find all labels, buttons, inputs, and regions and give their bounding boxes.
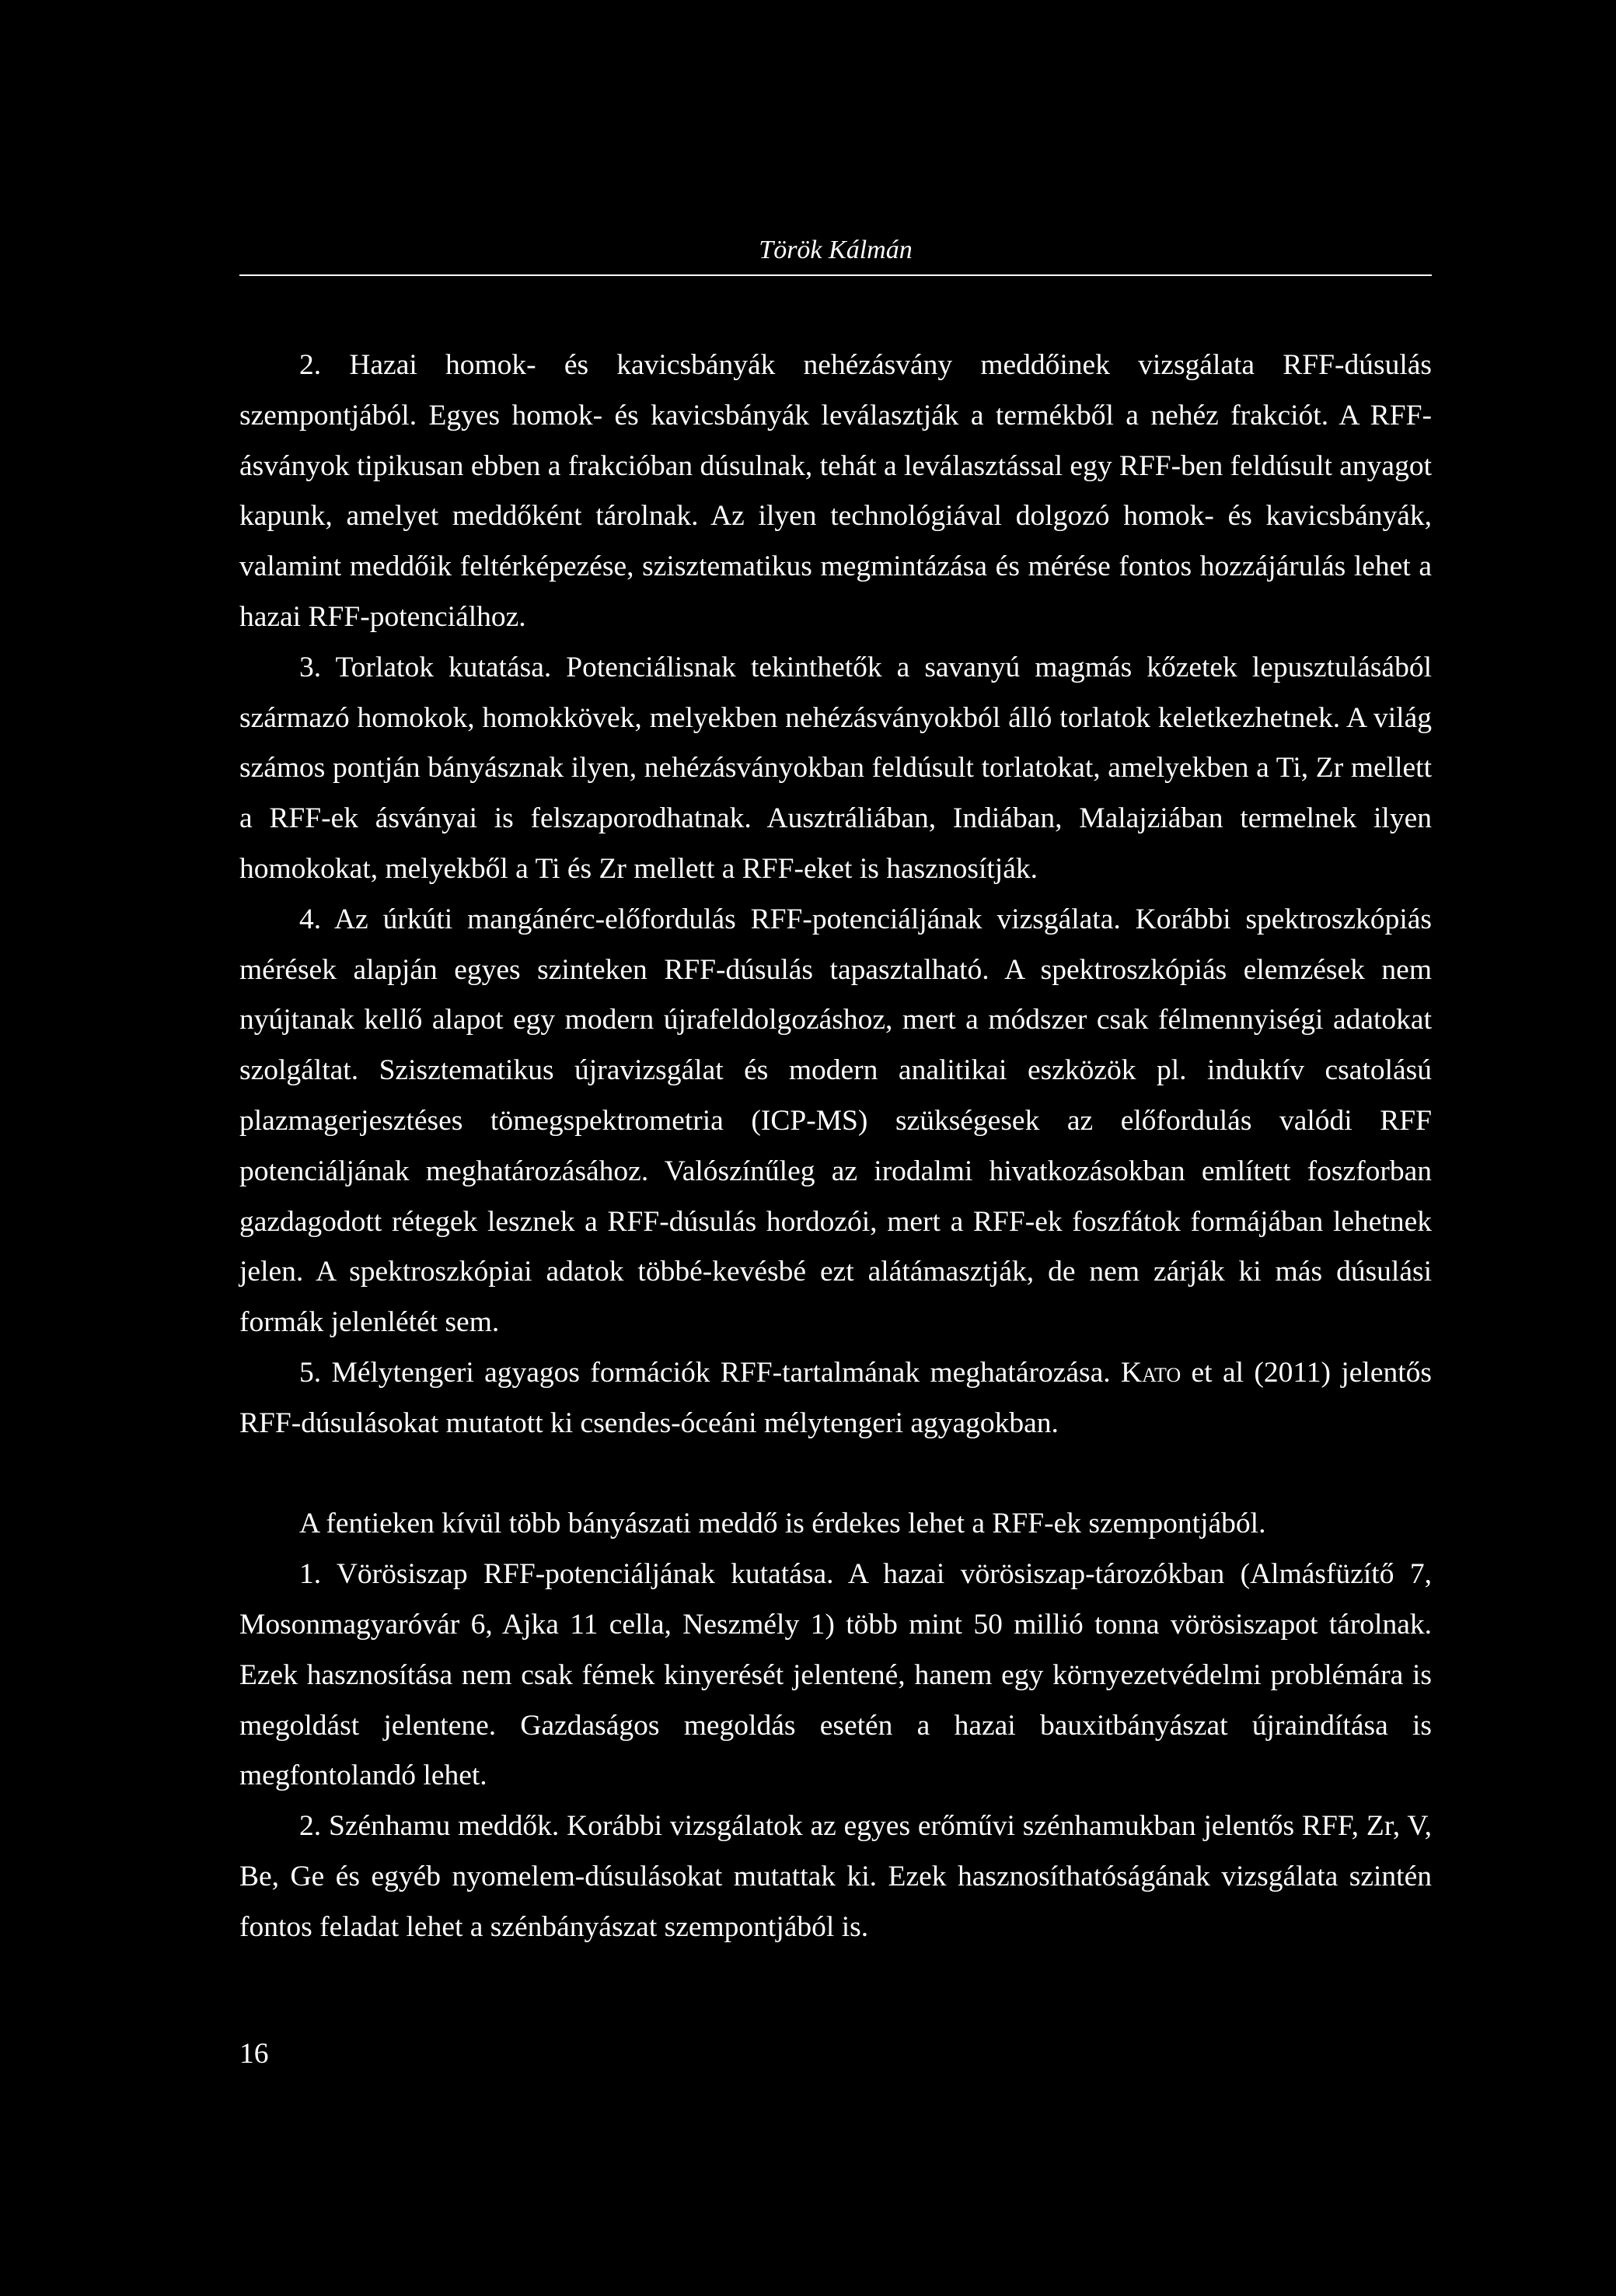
- paragraph-melytengeri: [239, 1348, 1432, 1449]
- page-number: 16: [239, 2038, 269, 2070]
- running-header: Török Kálmán: [759, 236, 913, 264]
- paragraph-lead: 4. Az úrkúti mangánérc-előfordulás RFF-potenciáljának vizsgálata.: [299, 903, 1121, 935]
- paragraph-hazai-homok: [239, 341, 1432, 643]
- paragraph-lead: 5. Mélytengeri agyagos formációk RFF-tartalmának meghatározása.: [299, 1356, 1111, 1389]
- paragraph-text: A hazai vörösiszap-tározókban (Almásfüzítő 7, Mosonmagyaróvár 6, Ajka 11 cella, Neszmély 1) több mint 50 millió tonna vörösiszapot tárolnak. Ezek hasznosítása nem csak fémek kinyerését jelentené, hanem egy környezetvédelmi problémára is megoldást jelentene. Gazdaságos megoldás esetén a hazai bauxitbányászat újraindítása is megfontolandó lehet.: [239, 1558, 1432, 1792]
- page-body: [239, 341, 1432, 1953]
- paragraph-intro-meddok: [239, 1499, 1432, 1550]
- paragraph-lead: 3. Torlatok kutatása.: [299, 651, 552, 683]
- paragraph-lead: 1. Vörösiszap RFF-potenciáljának kutatása.: [299, 1558, 834, 1591]
- paragraph-text: Egyes homok- és kavicsbányák leválasztják a termékből a nehéz frakciót. A RFF-ásványok tipikusan ebben a frakcióban dúsulnak, tehát a leválasztással egy RFF-ben feldúsult anyagot kapunk, amelyet meddőként tárolnak. Az ilyen technológiával dolgozó homok- és kavicsbányák, valamint meddőik feltérképezése, szisztematikus megmintázása és mérése fontos hozzájárulás lehet a hazai RFF-potenciálhoz.: [239, 399, 1432, 633]
- paragraph-lead: 2. Szénhamu meddők.: [299, 1810, 560, 1843]
- paragraph-szenhamu: [239, 1802, 1432, 1952]
- author-name: Kato: [1120, 1356, 1181, 1389]
- paragraph-text: et al (2011) jelentős RFF-dúsulásokat mutatott ki csendes-óceáni mélytengeri agyagokban.: [239, 1356, 1432, 1439]
- paragraph-urkut: [239, 895, 1432, 1348]
- paragraph-vorosiszap: [239, 1550, 1432, 1802]
- paragraph-text: Korábbi vizsgálatok az egyes erőművi szénhamukban jelentős RFF, Zr, V, Be, Ge és egyéb nyomelem-dúsulásokat mutattak ki. Ezek hasznosíthatóságának vizsgálata szintén fontos feladat lehet a szénbányászat szempontjából is.: [239, 1810, 1432, 1943]
- paragraph-torlatok: [239, 643, 1432, 895]
- header-rule: [239, 274, 1432, 276]
- paragraph-text: A fentieken kívül több bányászati meddő is érdekes lehet a RFF-ek szempontjából.: [299, 1508, 1266, 1540]
- paragraph-text: [1111, 1357, 1121, 1389]
- paragraph-lead: 2. Hazai homok- és kavicsbányák nehézásvány meddőinek vizsgálata RFF-dúsulás szempontjából.: [239, 349, 1432, 432]
- paragraph-text: Potenciálisnak tekinthetők a savanyú magmás kőzetek lepusztulásából származó homokok, homokkövek, melyekben nehézásványokból álló torlatok keletkezhetnek. A világ számos pontján bányásznak ilyen, nehézásványokban feldúsult torlatokat, amelyekben a Ti, Zr mellett a RFF-ek ásványai is felszaporodhatnak. Ausztráliában, Indiában, Malajziában termelnek ilyen homokokat, melyekből a Ti és Zr mellett a RFF-eket is hasznosítják.: [239, 651, 1432, 885]
- paragraph-text: Korábbi spektroszkópiás mérések alapján egyes szinteken RFF-dúsulás tapasztalható. A spektroszkópiás elemzések nem nyújtanak kellő alapot egy modern újrafeldolgozáshoz, mert a módszer csak félmennyiségi adatokat szolgáltat. Szisztematikus újravizsgálat és modern analitikai eszközök pl. induktív csatolású plazmagerjesztéses tömegspektrometria (ICP-MS) szükségesek az előfordulás valódi RFF potenciáljának meghatározásához. Valószínűleg az irodalmi hivatkozásokban említett foszforban gazdagodott rétegek lesznek a RFF-dúsulás hordozói, mert a RFF-ek foszfátok formájában lehetnek jelen. A spektroszkópiai adatok többé-kevésbé ezt alátámasztják, de nem zárják ki más dúsulási formák jelenlétét sem.: [239, 903, 1432, 1339]
